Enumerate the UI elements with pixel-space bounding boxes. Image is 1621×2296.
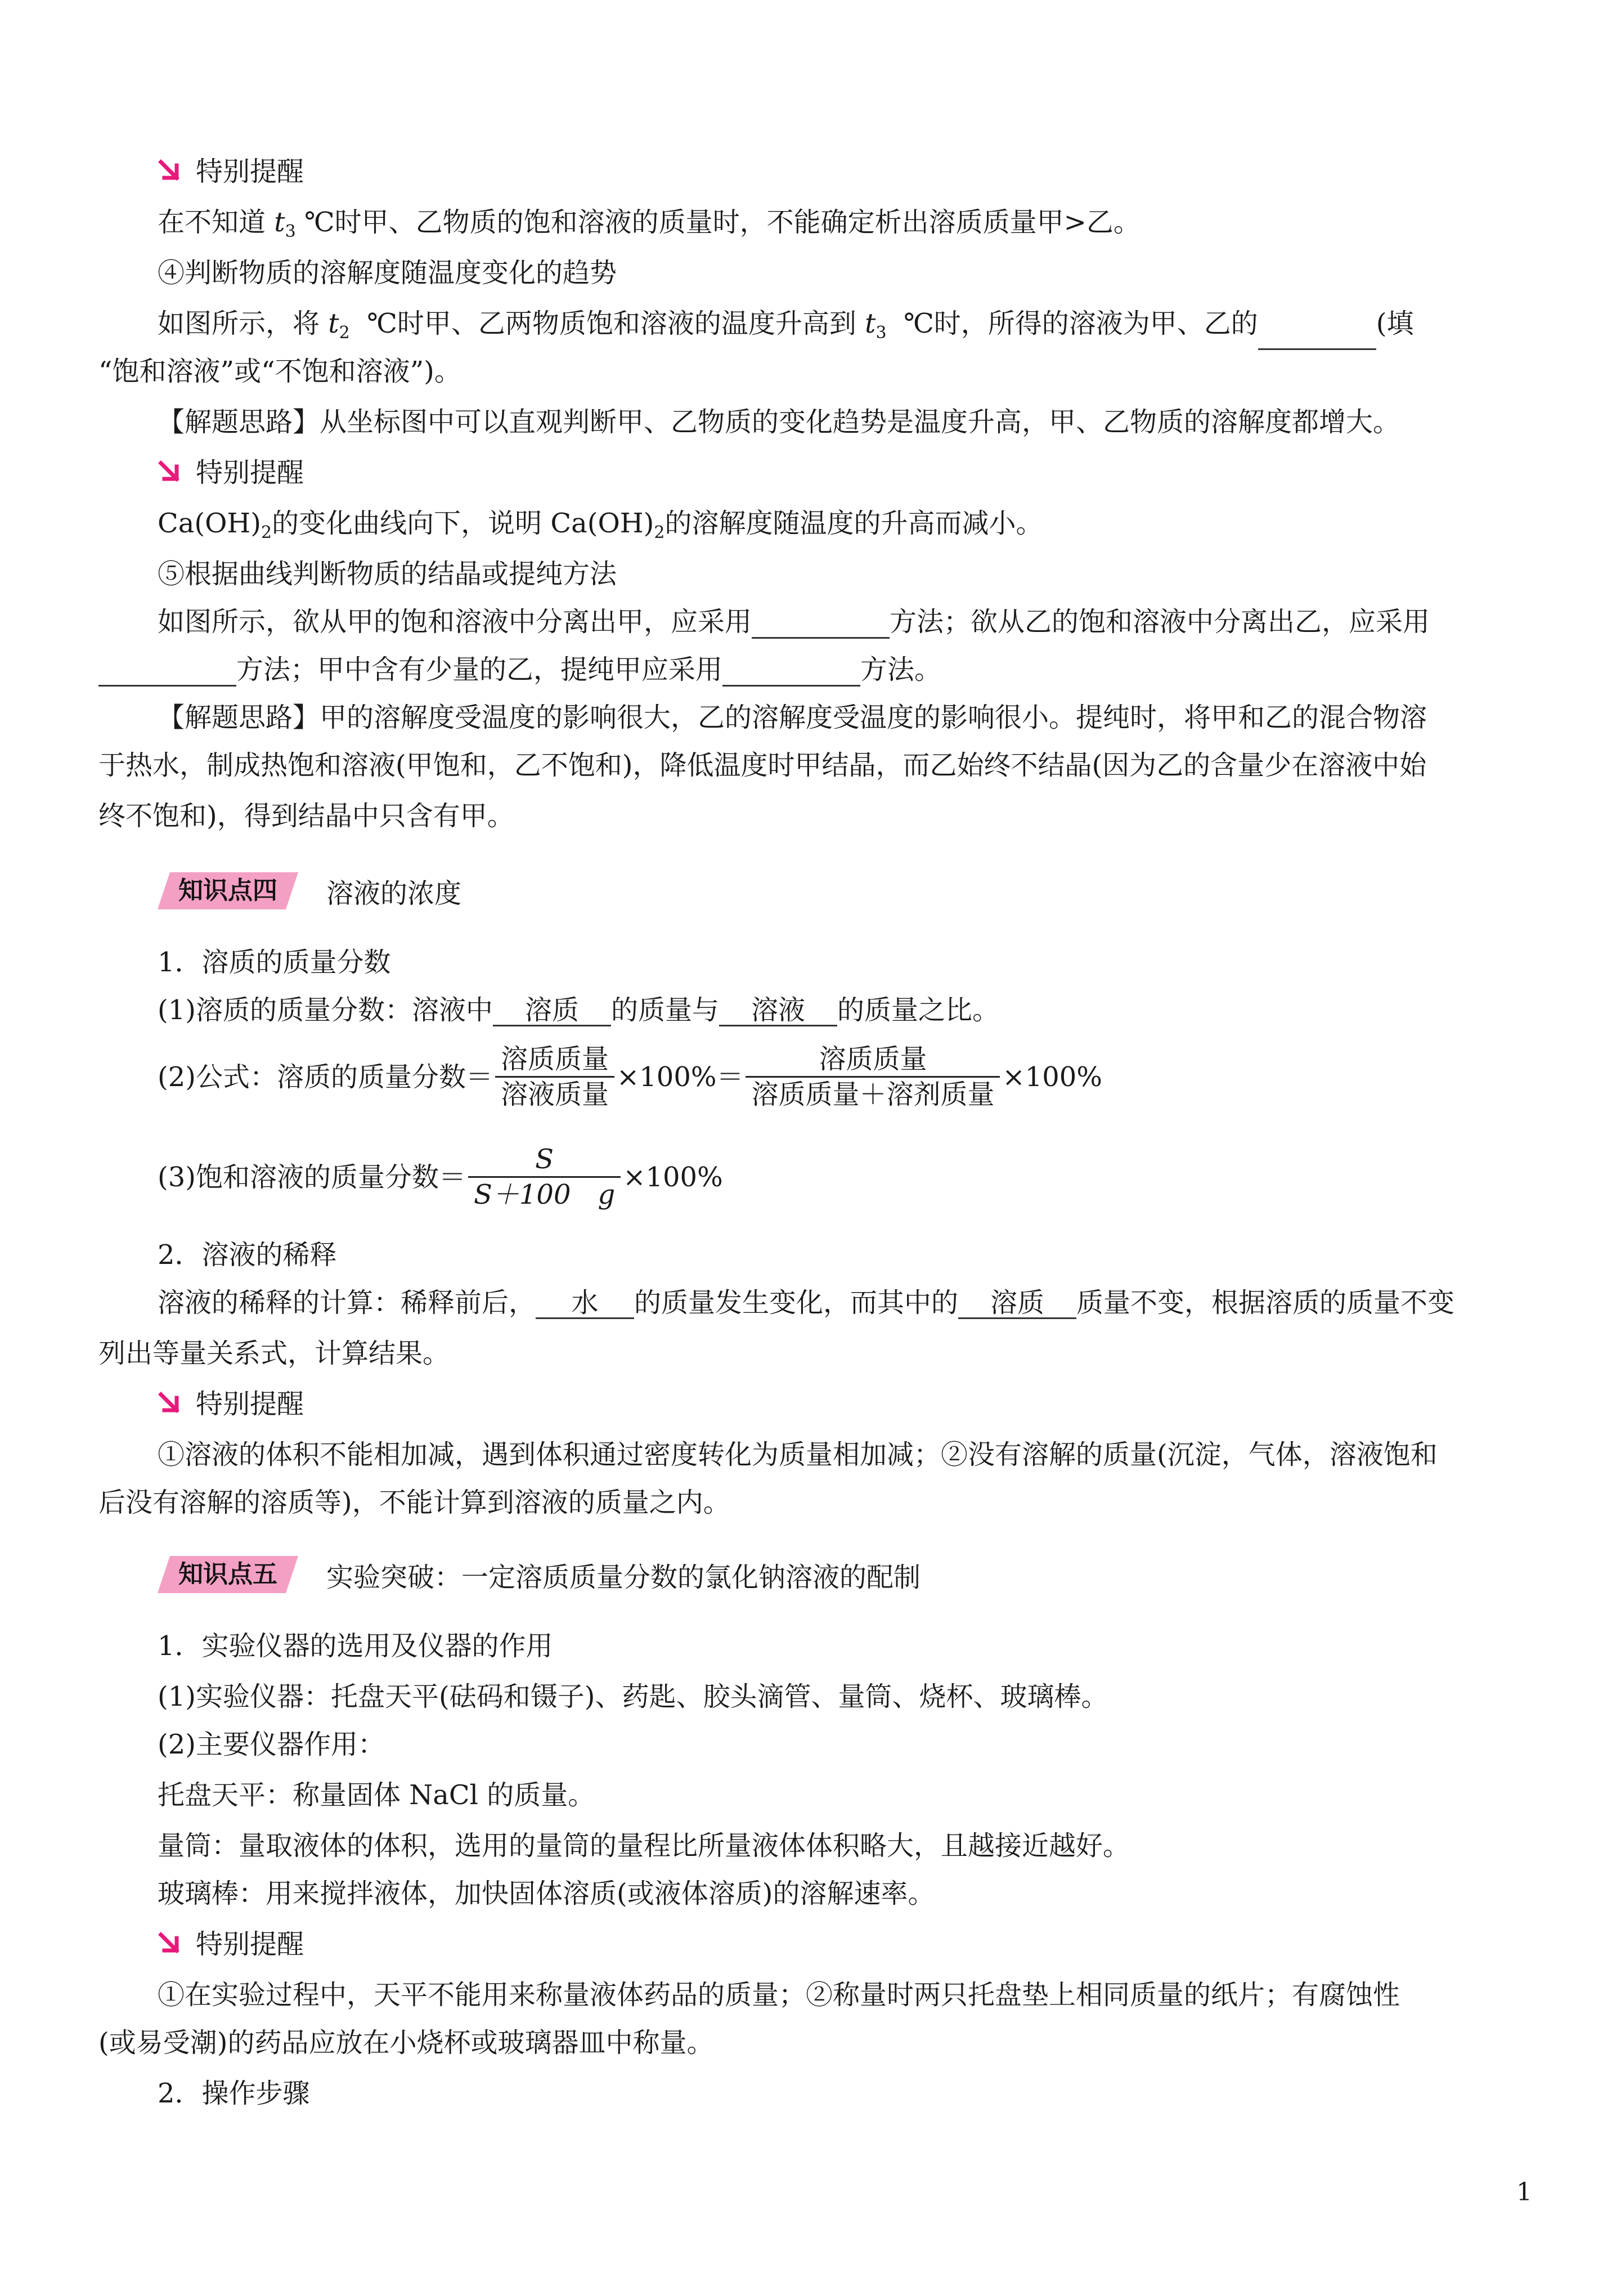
- tip-arrow-icon: [158, 1391, 183, 1417]
- section-title: 溶液的浓度: [326, 877, 462, 909]
- section-header: [158, 871, 461, 911]
- sub-heading: ④判断物质的溶解度随温度变化的趋势: [158, 257, 617, 289]
- tip-arrow-icon: [158, 460, 183, 486]
- paragraph: (2)主要仪器作用：: [158, 1729, 385, 1760]
- paragraph: 量筒：量取液体的体积，选用的量筒的量程比所量液体体积略大，且越接近越好。: [158, 1830, 1130, 1862]
- tip-heading: 特别提醒: [158, 155, 304, 189]
- paragraph: $Ca(OH)_2$的变化曲线向下，说明 $Ca(OH)_2$的溶解度随温度的升高而减小。: [158, 508, 1043, 542]
- answer-fill: 溶质: [958, 1288, 1076, 1319]
- answer-blank: [98, 660, 236, 687]
- paragraph: ①在实验过程中，天平不能用来称量液体药品的质量；②称量时两只托盘垫上相同质量的纸片；有腐蚀性: [158, 1979, 1400, 2011]
- paragraph: 托盘天平：称量固体 NaCl 的质量。: [158, 1779, 595, 1811]
- tip-heading: 特别提醒: [158, 456, 304, 490]
- section-badge: 知识点四: [158, 871, 298, 911]
- sub-heading: 2．操作步骤: [158, 2078, 310, 2109]
- paragraph: 溶液的稀释的计算：稀释前后， 水 的质量发生变化，而其中的 溶质 质量不变，根据溶质的质量不变: [158, 1287, 1455, 1319]
- paragraph: (1)溶质的质量分数：溶液中 溶质 的质量与 溶液 的质量之比。: [158, 994, 1000, 1026]
- solution-hint: 【解题思路】从坐标图中可以直观判断甲、乙物质的变化趋势是温度升高，甲、乙物质的溶解度都增大。: [158, 406, 1400, 438]
- solution-hint: 【解题思路】甲的溶解度受温度的影响很大，乙的溶解度受温度的影响很小。提纯时，将甲和乙的混合物溶: [158, 702, 1427, 733]
- sub-heading: 2．溶液的稀释: [158, 1239, 337, 1271]
- fraction: $\frac{S}{S+100 g}$: [468, 1142, 621, 1212]
- section-title: 实验突破：一定溶质质量分数的氯化钠溶液的配制: [326, 1561, 921, 1593]
- sub-heading: ⑤根据曲线判断物质的结晶或提纯方法: [158, 558, 617, 590]
- paragraph: 列出等量关系式，计算结果。: [98, 1338, 450, 1369]
- section-header: [158, 1555, 920, 1594]
- answer-blank: [752, 612, 890, 639]
- paragraph: 于热水，制成热饱和溶液(甲饱和，乙不饱和)，降低温度时甲结晶，而乙始终不结晶(因为乙的含量少在溶液中始: [98, 750, 1427, 781]
- paragraph: 方法；甲中含有少量的乙，提纯甲应采用 方法。: [98, 653, 941, 687]
- section-badge: 知识点五: [158, 1555, 298, 1594]
- sub-heading: 1．溶质的质量分数: [158, 947, 391, 978]
- answer-blank: [1258, 324, 1376, 350]
- fraction: $\frac{\text{溶质质量}}{\text{溶液质量}}$: [495, 1042, 614, 1111]
- paragraph: “饱和溶液”或“不饱和溶液”)。: [98, 356, 461, 387]
- paragraph: 如图所示，将 $t_2$ ℃时甲、乙两物质饱和溶液的温度升高到 $t_3$ ℃时，所得的溶液为甲、乙的 (填: [158, 307, 1414, 350]
- tip-arrow-icon: [158, 159, 183, 185]
- page-number: 1: [1516, 2178, 1532, 2207]
- paragraph: (或易受潮)的药品应放在小烧杯或玻璃器皿中称量。: [98, 2027, 714, 2059]
- paragraph: (1)实验仪器：托盘天平(砝码和镊子)、药匙、胶头滴管、量筒、烧杯、玻璃棒。: [158, 1681, 1108, 1712]
- formula-line: (2)公式：溶质的质量分数＝ $\frac{\text{溶质质量}}{\text{溶液质量}}$ ×100%＝ $\frac{\text{溶质质量}}{\text{溶质质量＋溶剂质量}}$ ×100%: [158, 1043, 1102, 1110]
- paragraph: ①溶液的体积不能相加减，遇到体积通过密度转化为质量相加减；②没有溶解的质量(沉淀，气体，溶液饱和: [158, 1439, 1438, 1470]
- paragraph: 后没有溶解的溶质等)，不能计算到溶液的质量之内。: [98, 1487, 730, 1518]
- answer-fill: 溶液: [719, 995, 837, 1026]
- paragraph: 玻璃棒：用来搅拌液体，加快固体溶质(或液体溶质)的溶解速率。: [158, 1878, 935, 1909]
- sub-heading: 1．实验仪器的选用及仪器的作用: [158, 1630, 553, 1662]
- fraction: $\frac{\text{溶质质量}}{\text{溶质质量＋溶剂质量}}$: [746, 1042, 1000, 1111]
- tip-heading: 特别提醒: [158, 1927, 304, 1961]
- formula-line: (3)饱和溶液的质量分数＝ $\frac{S}{S+100 g}$ ×100%: [158, 1143, 723, 1210]
- answer-blank: [722, 660, 860, 687]
- paragraph: 在不知道 $t_3$ ℃时甲、乙物质的饱和溶液的质量时，不能确定析出溶质质量甲>乙。: [158, 207, 1140, 241]
- tip-arrow-icon: [158, 1931, 183, 1957]
- paragraph: 终不饱和)，得到结晶中只含有甲。: [98, 800, 514, 832]
- paragraph: 如图所示，欲从甲的饱和溶液中分离出甲，应采用 方法；欲从乙的饱和溶液中分离出乙，应采用: [158, 606, 1430, 638]
- answer-fill: 水: [536, 1288, 634, 1319]
- tip-heading: 特别提醒: [158, 1387, 304, 1421]
- answer-fill: 溶质: [493, 995, 611, 1026]
